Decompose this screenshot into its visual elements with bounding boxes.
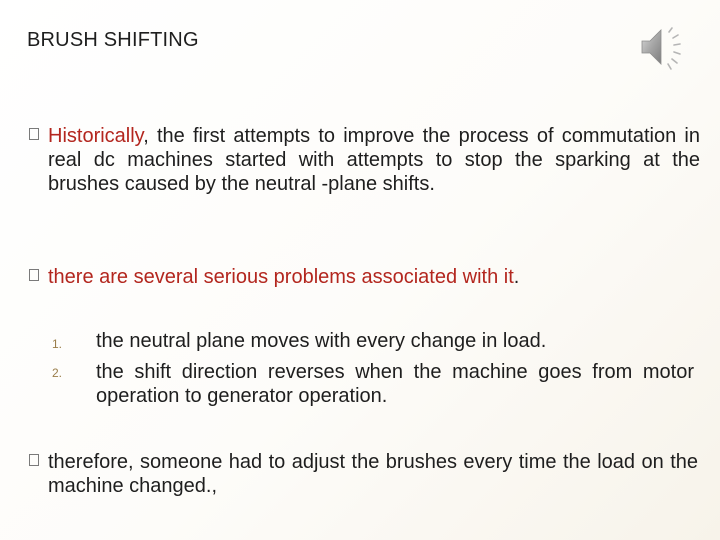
numbered-item-1: the neutral plane moves with every change in load. xyxy=(96,330,547,352)
slide-title: BRUSH SHIFTING xyxy=(27,29,199,51)
square-bullet-icon xyxy=(29,128,39,144)
square-bullet-icon xyxy=(29,269,39,285)
speaker-sound-icon[interactable] xyxy=(636,22,692,72)
list-number: 2. xyxy=(52,366,63,380)
highlight-text: Historically xyxy=(48,125,144,147)
bullet-paragraph-3: therefore, someone had to adjust the brushes every time the load on the machine changed., xyxy=(48,451,698,497)
list-number: 1. xyxy=(52,337,63,351)
highlight-text: there are several serious problems associated with it xyxy=(48,266,514,288)
bullet-text: . xyxy=(513,266,520,288)
numbered-item-2: the shift direction reverses when the machine goes from motor operation to generator operation. xyxy=(96,361,694,407)
bullet-paragraph-2 xyxy=(48,265,700,289)
bullet-text: , the first attempts to improve the process of commutation in real dc machines started with attempts to stop the sparking at the brushes caused by the neutral -plane shifts. xyxy=(48,125,700,195)
square-bullet-icon xyxy=(29,454,39,470)
bullet-paragraph-1 xyxy=(48,124,700,196)
